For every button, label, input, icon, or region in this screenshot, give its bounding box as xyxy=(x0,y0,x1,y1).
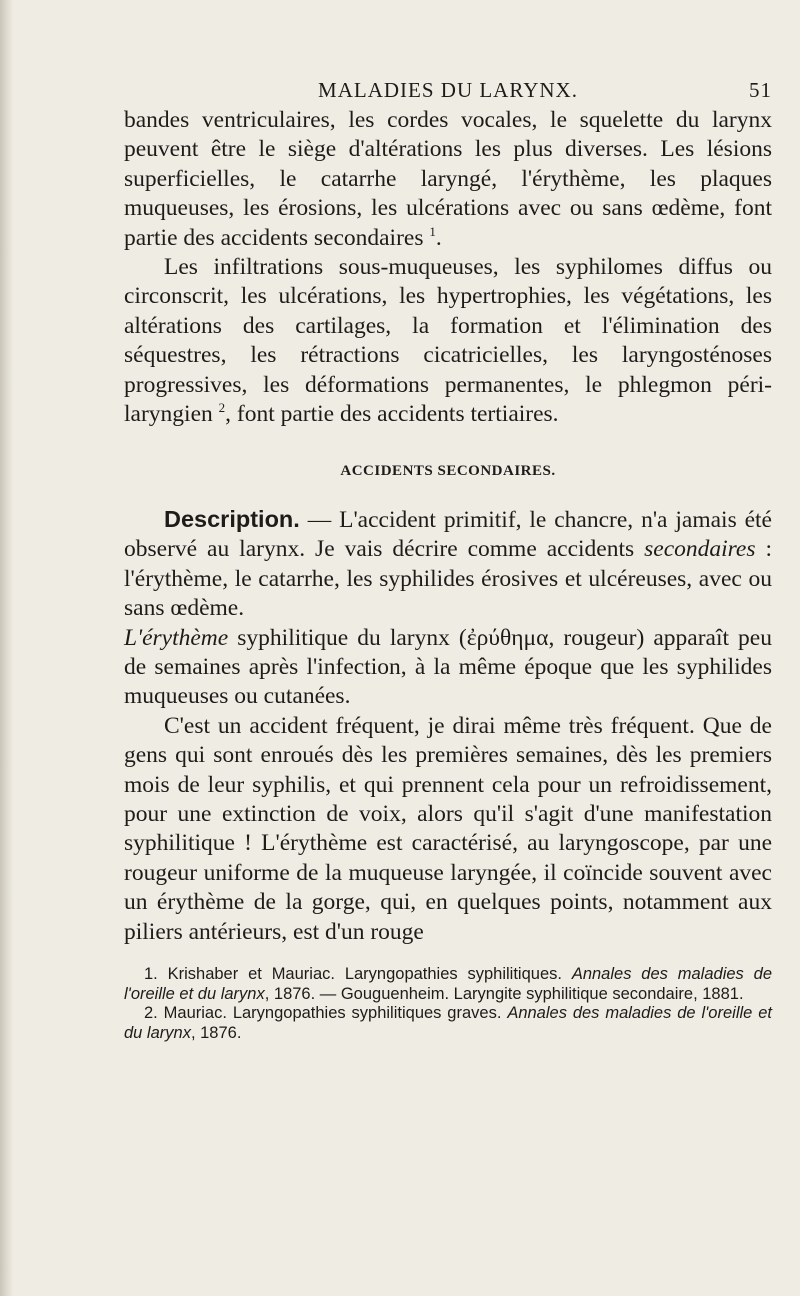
paragraph-description: Description. — L'accident primitif, le chancre, n'a jamais été observé au larynx. Je vais décrire comme accidents secondaires : l'érythème, le catarrhe, les syphilides érosives et ulcéreuses, avec ou sans œdème. L'érythème syphilitique du larynx (ἐρύθημα, rougeur) apparaît peu de semaines après l'infection, à la même époque que les syphilides muqueuses ou cutanées. xyxy=(124,505,773,710)
paragraph-1: bandes ventriculaires, les cordes vocales, le squelette du larynx peuvent être le siège d'altérations les plus diverses. Les lésions superficielles, le catarrhe laryngé, l'érythème, les plaques muqueuses, les érosions, les ulcérations avec ou sans œdème, font partie des accidents secondaires $^1$. xyxy=(124,107,772,251)
page-title: MALADIES DU LARYNX. xyxy=(318,78,578,102)
footnote-1: 1. Krishaber et Mauriac. Laryngopathies syphilitiques. Annales des maladies de l'oreille et du larynx, 1876. — Gouguenheim. Laryngite syphilitique secondaire, 1881. xyxy=(124,964,772,1003)
book-page xyxy=(124,70,772,1043)
body-text xyxy=(124,106,772,947)
running-head xyxy=(124,70,772,106)
page-number: 51 xyxy=(749,78,772,102)
paragraph-3: C'est un accident fréquent, je dirai même très fréquent. Que de gens qui sont enroués dès les premières semaines, dès les premiers mois de leur syphilis, et qui prennent cela pour un refroidissement, pour une extinction de voix, alors qu'il s'agit d'une manifestation syphilitique ! L'érythème est caractérisé, au laryngoscope, par une rougeur uniforme de la muqueuse laryngée, il coïncide souvent avec un érythème de la gorge, qui, en quelques points, notamment aux piliers antérieurs, est d'un rouge xyxy=(124,712,772,945)
binding-gutter xyxy=(0,0,14,1296)
section-heading: ACCIDENTS SECONDAIRES. xyxy=(340,463,556,480)
description-lead: Description. xyxy=(164,505,300,532)
footnotes xyxy=(124,965,772,1043)
footnote-ref-2: 2 xyxy=(218,400,226,416)
footnote-ref-1: 1 xyxy=(429,223,436,239)
footnote-2: 2. Mauriac. Laryngopathies syphilitiques graves. Annales des maladies de l'oreille et du larynx, 1876. xyxy=(124,1004,772,1042)
paragraph-2: Les infiltrations sous-muqueuses, les syphilomes diffus ou circonscrit, les ulcérations, les hypertrophies, les végétations, les altérations des cartilages, la formation et l'élimination des séquestres, les rétractions cicatricielles, les laryngosténoses progressives, les déformations permanentes, le phlegmon péri-laryngien $^2$, font partie des accidents tertiaires. xyxy=(124,254,772,428)
